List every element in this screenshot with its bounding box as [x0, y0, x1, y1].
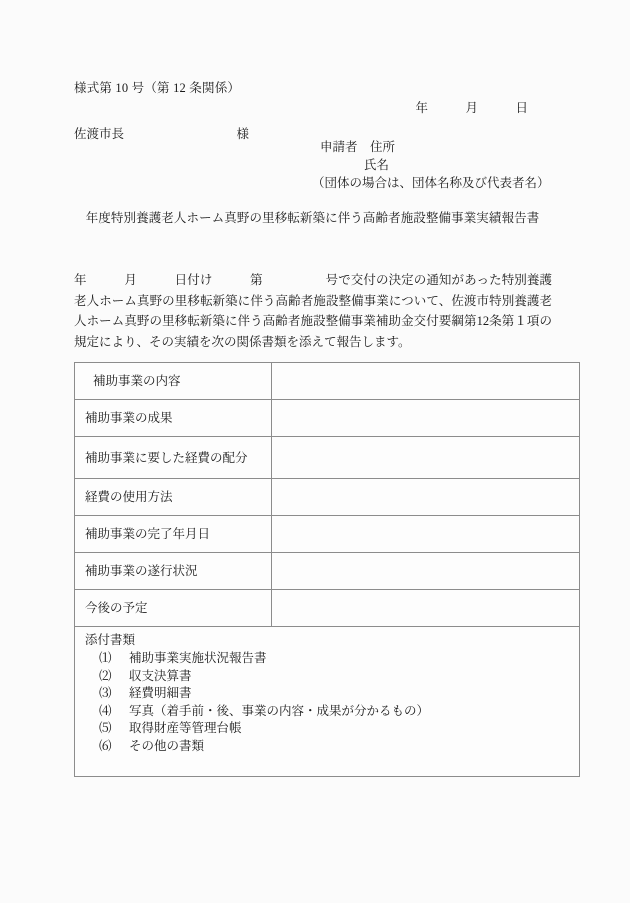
table-row-label: 補助事業の遂行状況 — [75, 553, 272, 590]
table-row-value[interactable] — [272, 553, 580, 590]
report-table — [74, 362, 580, 777]
table-row — [75, 363, 580, 400]
table-row-label: 補助事業の内容 — [75, 363, 272, 400]
applicant-address-line: 申請者 住所 — [320, 140, 396, 154]
list-item-number: ⑵ — [99, 668, 112, 683]
page-title: 年度特別養護老人ホーム真野の里移転新築に伴う高齢者施設整備事業実績報告書 — [85, 211, 540, 225]
list-item-label: 取得財産等管理台帳 — [129, 721, 242, 735]
list-item — [99, 650, 571, 668]
body-paragraph-lead: 年 月 日付け 第 号 — [74, 273, 339, 287]
list-item — [99, 668, 571, 686]
attachments-list — [85, 650, 571, 755]
form-code: 様式第 10 号（第 12 条関係） — [74, 81, 241, 95]
table-row — [75, 516, 580, 553]
list-item-label: 写真（着手前・後、事業の内容・成果が分かるもの） — [129, 703, 430, 718]
list-item — [99, 738, 571, 756]
table-row-value[interactable] — [272, 479, 580, 516]
table-row-label: 補助事業の完了年月日 — [75, 516, 272, 553]
table-row — [75, 479, 580, 516]
list-item-number: ⑶ — [99, 686, 112, 700]
date-line: 年 月 日 — [415, 101, 528, 115]
applicant-block — [312, 138, 550, 192]
table-row — [75, 590, 580, 627]
body-paragraph-rest: で交付の決定の通知があった特別養護老人ホーム真野の里移転新築に伴う高齢者施設整備事業について、佐渡市特別養護老人ホーム真野の里移転新築に伴う高齢者施設整備事業補助金交付要綱第12条第１項の規定により、その実績を次の関係書類を添えて報告します。 — [74, 273, 552, 349]
list-item — [99, 720, 571, 738]
table-row-label: 経費の使用方法 — [75, 479, 272, 516]
report-table-body — [75, 363, 580, 777]
table-row-value[interactable] — [272, 590, 580, 627]
table-row — [75, 437, 580, 479]
table-row-value[interactable] — [272, 363, 580, 400]
list-item-number: ⑹ — [99, 738, 112, 753]
table-row-label: 補助事業の成果 — [75, 400, 272, 437]
table-row-label: 補助事業に要した経費の配分 — [75, 437, 272, 479]
list-item-label: 収支決算書 — [129, 668, 192, 683]
addressee-line: 佐渡市長 様 — [74, 127, 250, 141]
table-row-value[interactable] — [272, 437, 580, 479]
attachments-cell — [75, 627, 580, 777]
list-item — [99, 685, 571, 703]
list-item-number: ⑷ — [99, 703, 112, 718]
table-row-value[interactable] — [272, 400, 580, 437]
list-item-label: 補助事業実施状況報告書 — [129, 651, 267, 665]
list-item-label: 経費明細書 — [129, 686, 192, 700]
list-item-number: ⑸ — [99, 721, 112, 735]
applicant-organization-note: （団体の場合は、団体名称及び代表者名） — [312, 176, 550, 190]
table-row-value[interactable] — [272, 516, 580, 553]
body-paragraph — [74, 270, 552, 352]
table-row-label: 今後の予定 — [75, 590, 272, 627]
table-row — [75, 400, 580, 437]
table-row — [75, 553, 580, 590]
list-item-label: その他の書類 — [129, 738, 205, 753]
attachments-heading: 添付書類 — [85, 633, 136, 647]
applicant-name-line: 氏名 — [364, 158, 390, 172]
attachments-row — [75, 627, 580, 777]
list-item-number: ⑴ — [99, 651, 112, 665]
list-item — [99, 703, 571, 721]
